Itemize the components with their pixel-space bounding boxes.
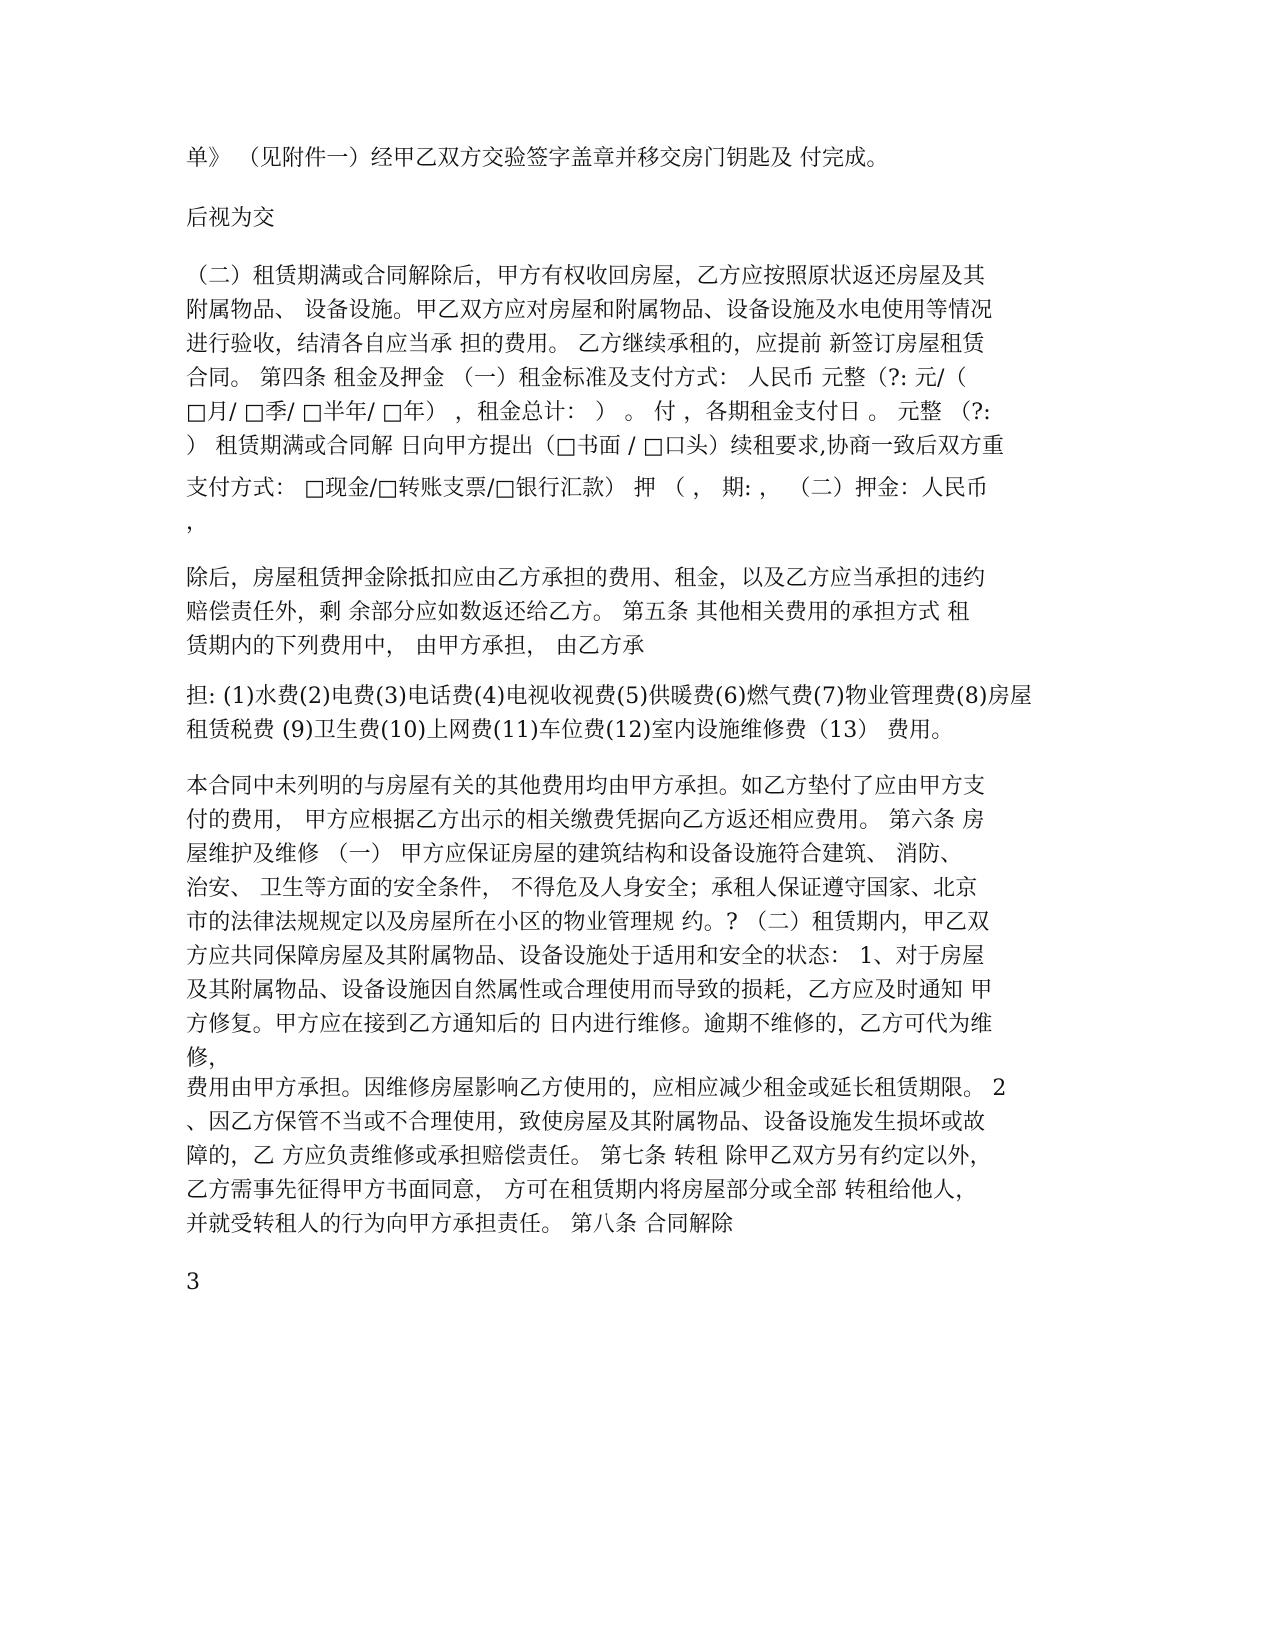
text-line: 租赁税费 (9)卫生费(10)上网费(11)车位费(12)室内设施维修费（13） 费用。 — [186, 718, 954, 743]
paragraph-1 — [186, 142, 1086, 176]
text-line: 本合同中未列明的与房屋有关的其他费用均由甲方承担。如乙方垫付了应由甲方支 — [186, 774, 986, 799]
text-line: □月/ □季/ □半年/ □年） ，租金总计： ） 。 付 ，各期租金支付日 。 元整 （?: — [186, 400, 991, 425]
text-line: 赁期内的下列费用中， 由甲方承担， 由乙方承 — [186, 634, 645, 659]
paragraph-5 — [186, 562, 1086, 664]
text-line: 付的费用， 甲方应根据乙方出示的相关缴费凭据向乙方返还相应费用。 第六条 房 — [186, 808, 985, 833]
text-line: 合同。 第四条 租金及押金 （一）租金标准及支付方式： 人民币 元整（?: 元/（ — [186, 366, 967, 391]
page-number: 3 — [186, 1270, 200, 1295]
text-line: 及其附属物品、设备设施因自然属性或合理使用而导致的损耗，乙方应及时通知 甲 — [186, 978, 993, 1003]
text-line: 支付方式： □现金/□转账支票/□银行汇款） 押 （ ， 期: ， （二）押金：人民币 — [186, 476, 989, 501]
text-line: （二）租赁期满或合同解除后，甲方有权收回房屋，乙方应按照原状返还房屋及其 — [186, 264, 986, 289]
text-line: ） 租赁期满或合同解 日向甲方提出（□书面 / □口头）续租要求,协商一致后双方重 — [186, 434, 1005, 459]
text-line: 担: (1)水费(2)电费(3)电话费(4)电视收视费(5)供暖费(6)燃气费(7)物业管理费(8)房屋 — [186, 684, 1033, 709]
text-line: 市的法律法规规定以及房屋所在小区的物业管理规 约。? （二）租赁期内，甲乙双 — [186, 910, 990, 935]
paragraph-7 — [186, 770, 1086, 1076]
paragraph-8 — [186, 1072, 1086, 1242]
text-line: 赔偿责任外，剩 余部分应如数返还给乙方。 第五条 其他相关费用的承担方式 租 — [186, 600, 970, 625]
text-line: 、因乙方保管不当或不合理使用，致使房屋及其附属物品、设备设施发生损坏或故 — [186, 1110, 986, 1135]
text-line: 方应共同保障房屋及其附属物品、设备设施处于适用和安全的状态： 1、对于房屋 — [186, 944, 985, 969]
text-line: 附属物品、 设备设施。甲乙双方应对房屋和附属物品、设备设施及水电使用等情况 — [186, 298, 993, 323]
paragraph-4 — [186, 472, 1086, 540]
text-line: 后视为交 — [186, 206, 275, 231]
text-line: 单》 （见附件一）经甲乙双方交验签字盖章并移交房门钥匙及 付完成。 — [186, 146, 889, 171]
text-line: 屋维护及维修 （一） 甲方应保证房屋的建筑结构和设备设施符合建筑、 消防、 — [186, 842, 963, 867]
text-line: 修， — [186, 1046, 231, 1071]
text-line: 治安、 卫生等方面的安全条件， 不得危及人身安全；承租人保证遵守国家、北京 — [186, 876, 978, 901]
text-line: 进行验收，结清各自应当承 担的费用。 乙方继续承租的，应提前 新签订房屋租赁 — [186, 332, 985, 357]
paragraph-2 — [186, 202, 1086, 236]
text-line: 费用由甲方承担。因维修房屋影响乙方使用的，应相应减少租金或延长租赁期限。 2 — [186, 1076, 1007, 1101]
text-line: 障的，乙 方应负责维修或承担赔偿责任。 第七条 转租 除甲乙双方另有约定以外， — [186, 1144, 992, 1169]
text-line: ， — [186, 510, 209, 535]
paragraph-3 — [186, 260, 1086, 464]
text-line: 除后，房屋租赁押金除抵扣应由乙方承担的费用、租金，以及乙方应当承担的违约 — [186, 566, 986, 591]
text-line: 并就受转租人的行为向甲方承担责任。 第八条 合同解除 — [186, 1212, 734, 1237]
paragraph-6 — [186, 680, 1086, 748]
text-line: 方修复。甲方应在接到乙方通知后的 日内进行维修。逾期不维修的，乙方可代为维 — [186, 1012, 993, 1037]
text-line: 乙方需事先征得甲方书面同意， 方可在租赁期内将房屋部分或全部 转租给他人， — [186, 1178, 978, 1203]
